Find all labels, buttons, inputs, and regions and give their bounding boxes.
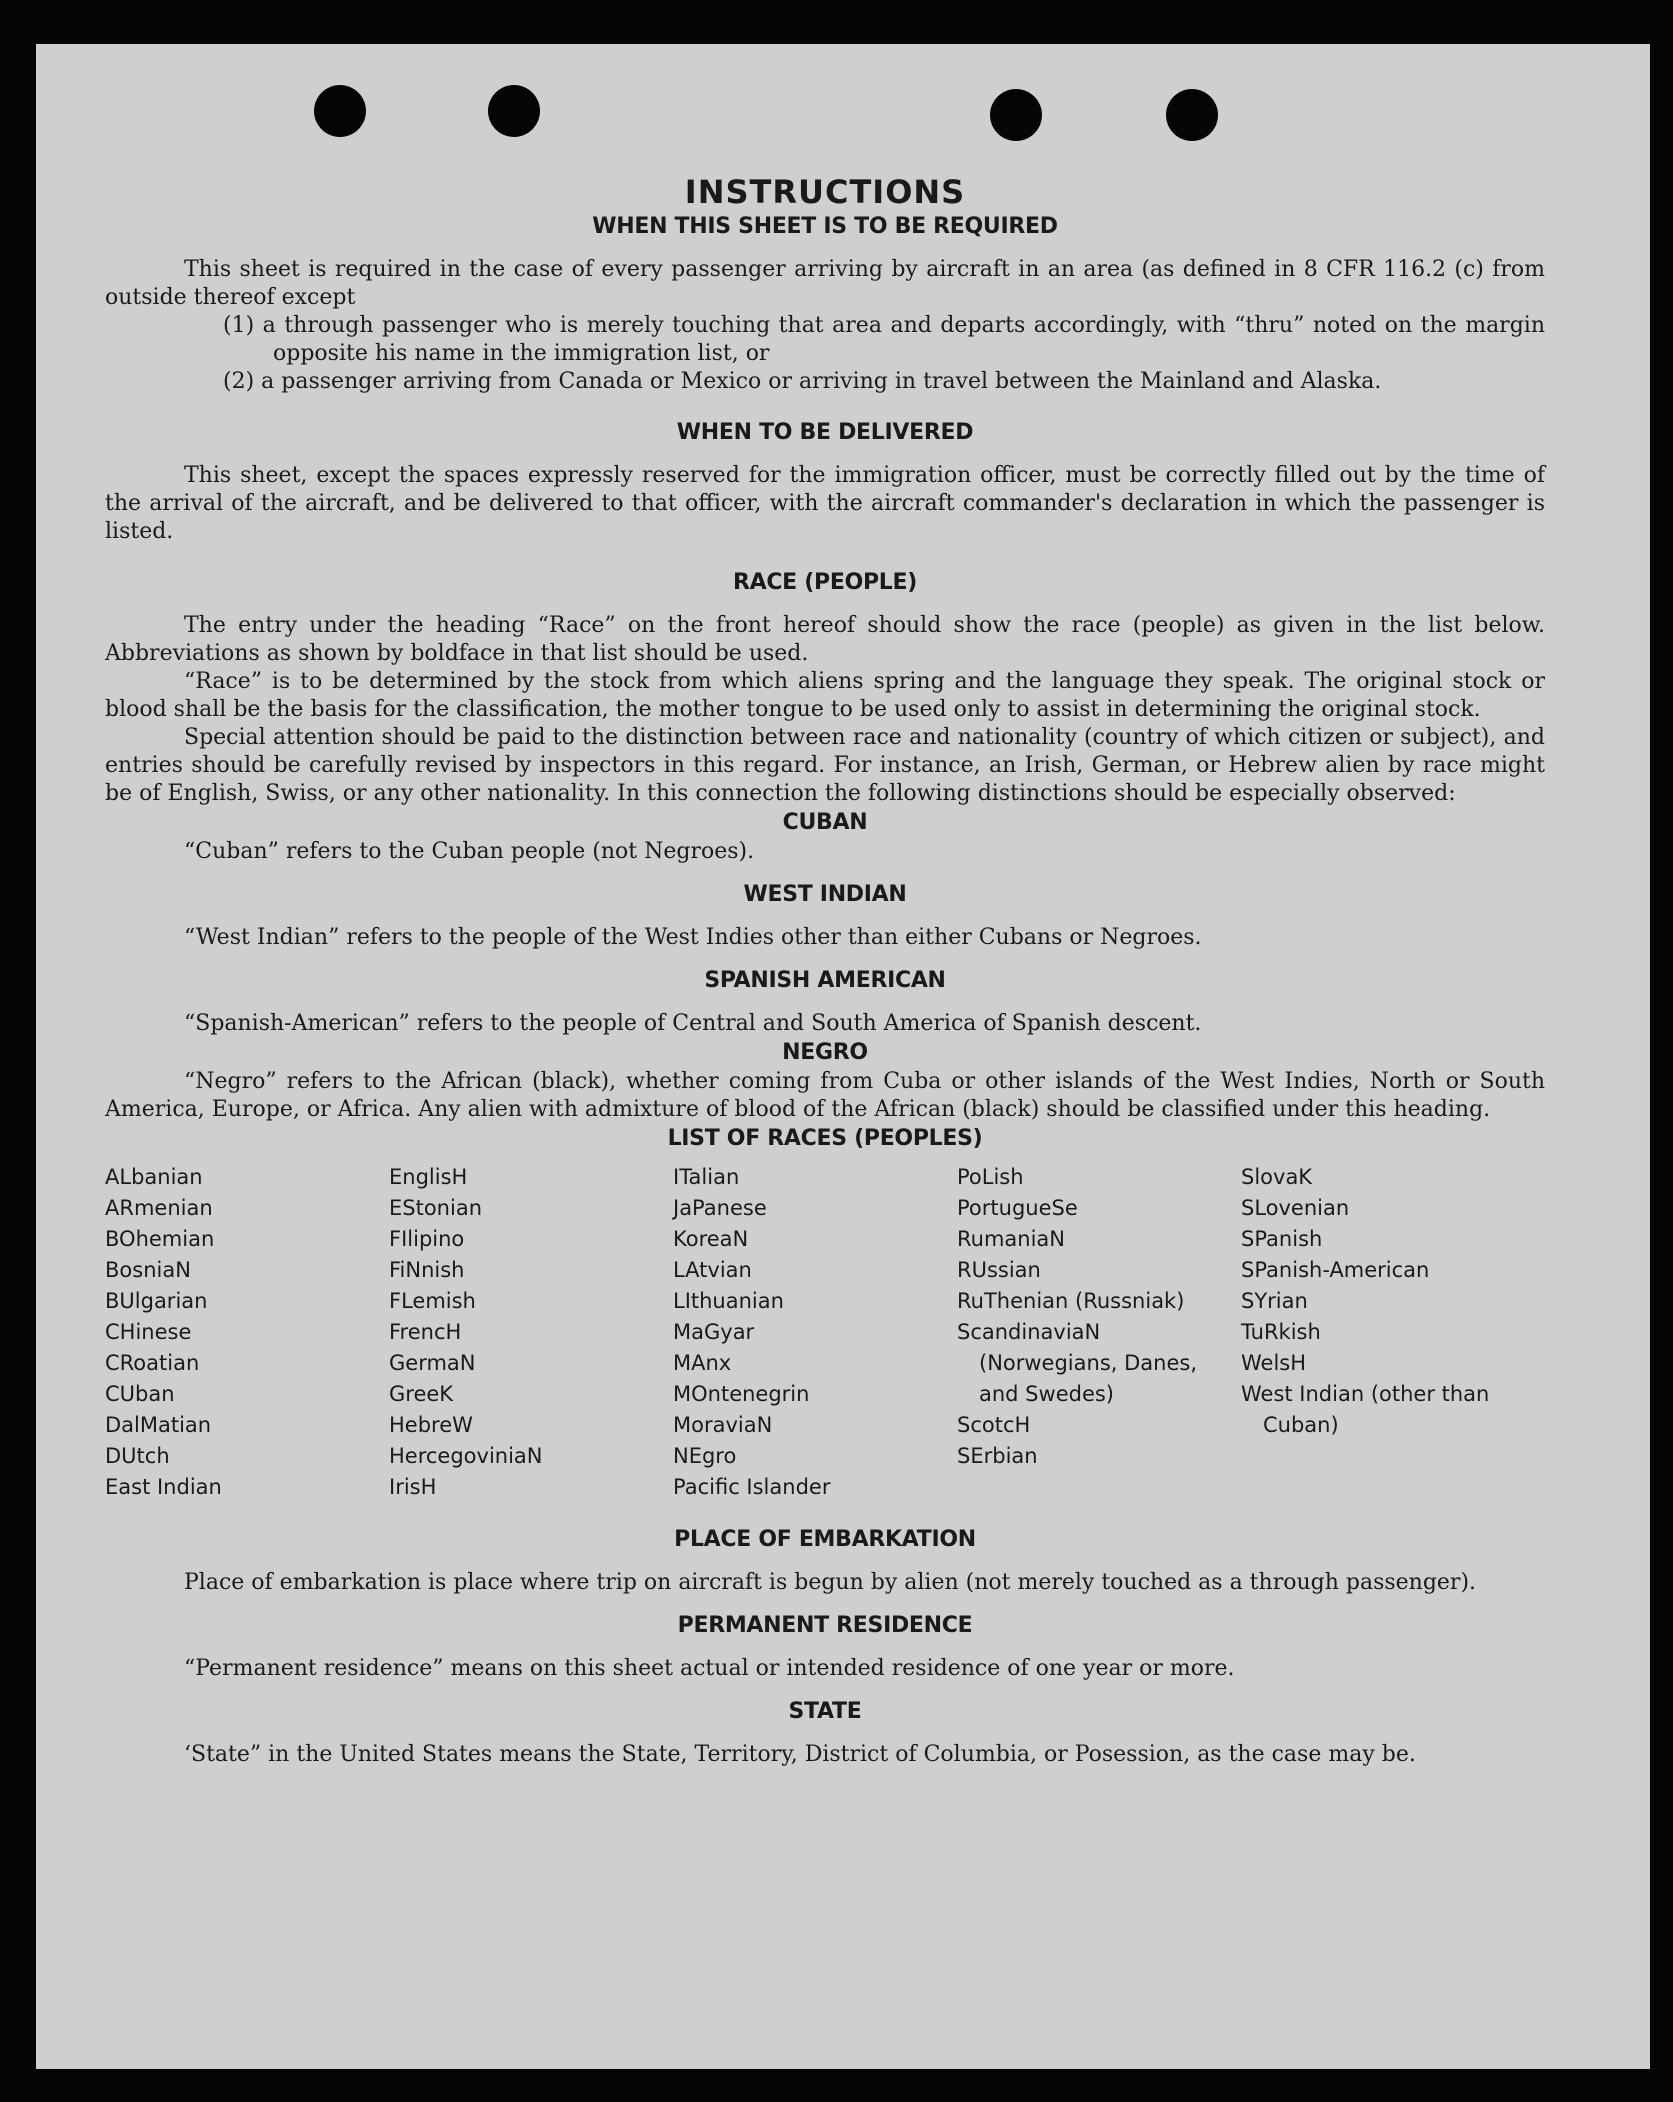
race-entry: BosniaN	[105, 1258, 191, 1282]
race-entry: SErbian	[957, 1444, 1038, 1468]
section-heading-permanent-residence: PERMANENT RESIDENCE	[677, 1613, 973, 1638]
section-heading-state: STATE	[788, 1699, 862, 1724]
race-entry: NEgro	[673, 1444, 737, 1468]
race-entry: SPanish	[1241, 1227, 1323, 1251]
race-entry: MOntenegrin	[673, 1382, 810, 1406]
races-column	[673, 1162, 957, 1503]
race-entry: PortugueSe	[957, 1196, 1078, 1220]
race-entry: SlovaK	[1241, 1165, 1313, 1189]
paragraph-spanish-american: “Spanish-American” refers to the people of Central and South America of Spanish descent.	[184, 1011, 1202, 1036]
race-entry: WelsH	[1241, 1351, 1307, 1375]
race-entry: FrencH	[389, 1320, 462, 1344]
race-entry: CRoatian	[105, 1351, 200, 1375]
race-entry: FiNnish	[389, 1258, 465, 1282]
races-column	[105, 1162, 389, 1503]
race-entry: RumaniaN	[957, 1227, 1066, 1251]
paragraph-race: The entry under the heading “Race” on the front hereof should show the race (people) as given in the list below. Abbreviations as shown by boldface in that list should be used.	[105, 613, 1545, 666]
race-entry: Pacific Islander	[673, 1475, 831, 1499]
race-entry: SLovenian	[1241, 1196, 1350, 1220]
race-entry: EnglisH	[389, 1165, 468, 1189]
race-entry: KoreaN	[673, 1227, 749, 1251]
race-entry: GreeK	[389, 1382, 454, 1406]
paragraph-state: ‘State” in the United States means the State, Territory, District of Columbia, or Posession, as the case may be.	[184, 1742, 1416, 1767]
race-entry: ARmenian	[105, 1196, 213, 1220]
race-entry: IrisH	[389, 1475, 437, 1499]
race-entry: CUban	[105, 1382, 175, 1406]
race-entry: GermaN	[389, 1351, 476, 1375]
paragraph-when-required: This sheet is required in the case of every passenger arriving by aircraft in an area (as defined in 8 CFR 116.2 (c) from outside thereof except	[105, 257, 1545, 310]
paragraph-when-delivered: This sheet, except the spaces expressly reserved for the immigration officer, must be correctly filled out by the time of the arrival of the aircraft, and be delivered to that officer, with the aircraft commander's declaration in which the passenger is listed.	[105, 463, 1545, 544]
race-entry: EStonian	[389, 1196, 483, 1220]
section-heading-race: RACE (PEOPLE)	[732, 570, 918, 595]
race-entry: LAtvian	[673, 1258, 752, 1282]
race-entry: TuRkish	[1241, 1320, 1321, 1344]
race-entry: FLemish	[389, 1289, 476, 1313]
race-entry: LIthuanian	[673, 1289, 784, 1313]
race-entry: SPanish-American	[1241, 1258, 1430, 1282]
races-column	[389, 1162, 673, 1503]
paragraph-embarkation: Place of embarkation is place where trip on aircraft is begun by alien (not merely touched as a through passenger).	[184, 1570, 1477, 1595]
page-title: INSTRUCTIONS	[684, 173, 966, 211]
instructions-content	[105, 172, 1545, 1769]
section-heading-cuban: CUBAN	[782, 810, 868, 835]
punch-hole	[314, 85, 366, 137]
list-item: (1) a through passenger who is merely touching that area and departs accordingly, with “thru” noted on the margin opposite his name in the immigration list, or	[223, 313, 1545, 366]
list-item: (2) a passenger arriving from Canada or Mexico or arriving in travel between the Mainland and Alaska.	[223, 369, 1382, 394]
race-entry: CHinese	[105, 1320, 192, 1344]
race-entry: RUssian	[957, 1258, 1041, 1282]
race-entry: DUtch	[105, 1444, 170, 1468]
paragraph-west-indian: “West Indian” refers to the people of the West Indies other than either Cubans or Negroes.	[184, 925, 1202, 950]
race-entry: RuThenian (Russniak)	[957, 1289, 1185, 1313]
race-entry: HercegoviniaN	[389, 1444, 543, 1468]
section-heading-spanish-american: SPANISH AMERICAN	[704, 968, 946, 993]
race-entry: JaPanese	[673, 1196, 767, 1220]
race-entry: ScandinaviaN (Norwegians, Danes, and Swedes)	[957, 1320, 1197, 1406]
section-heading-embarkation: PLACE OF EMBARKATION	[674, 1527, 976, 1552]
race-entry: FIlipino	[389, 1227, 465, 1251]
races-column	[957, 1162, 1241, 1503]
race-entry: ScotcH	[957, 1413, 1031, 1437]
section-heading-when-required: WHEN THIS SHEET IS TO BE REQUIRED	[592, 214, 1058, 239]
race-entry: BOhemian	[105, 1227, 215, 1251]
race-entry: MAnx	[673, 1351, 732, 1375]
paragraph-race: “Race” is to be determined by the stock from which aliens spring and the language they speak. The original stock or blood shall be the basis for the classification, the mother tongue to be used only to assist in determining the original stock.	[105, 669, 1545, 722]
race-entry: PoLish	[957, 1165, 1024, 1189]
punch-hole	[990, 89, 1042, 141]
race-entry: ITalian	[673, 1165, 740, 1189]
races-column	[1241, 1162, 1525, 1503]
section-heading-races-list: LIST OF RACES (PEOPLES)	[667, 1126, 983, 1151]
section-heading-west-indian: WEST INDIAN	[743, 882, 907, 907]
race-entry: SYrian	[1241, 1289, 1308, 1313]
race-entry: MaGyar	[673, 1320, 755, 1344]
race-entry: West Indian (other than Cuban)	[1241, 1382, 1490, 1437]
section-heading-when-delivered: WHEN TO BE DELIVERED	[676, 420, 974, 445]
punch-hole	[488, 85, 540, 137]
paragraph-permanent-residence: “Permanent residence” means on this sheet actual or intended residence of one year or more.	[184, 1656, 1235, 1681]
race-entry: DalMatian	[105, 1413, 212, 1437]
paragraph-cuban: “Cuban” refers to the Cuban people (not Negroes).	[184, 839, 755, 864]
paragraph-negro: “Negro” refers to the African (black), whether coming from Cuba or other islands of the West Indies, North or South America, Europe, or Africa. Any alien with admixture of blood of the African (black) should be classified under this heading.	[105, 1069, 1545, 1122]
race-entry: MoraviaN	[673, 1413, 773, 1437]
race-entry: ALbanian	[105, 1165, 203, 1189]
races-list	[105, 1162, 1545, 1503]
race-entry: BUlgarian	[105, 1289, 208, 1313]
punch-hole	[1166, 89, 1218, 141]
section-heading-negro: NEGRO	[782, 1040, 868, 1065]
paragraph-race: Special attention should be paid to the distinction between race and nationality (country of which citizen or subject), and entries should be carefully revised by inspectors in this regard. For instance, an Irish, German, or Hebrew alien by race might be of English, Swiss, or any other nationality. In this connection the following distinctions should be especially observed:	[105, 725, 1545, 806]
race-entry: East Indian	[105, 1475, 222, 1499]
race-entry: HebreW	[389, 1413, 473, 1437]
